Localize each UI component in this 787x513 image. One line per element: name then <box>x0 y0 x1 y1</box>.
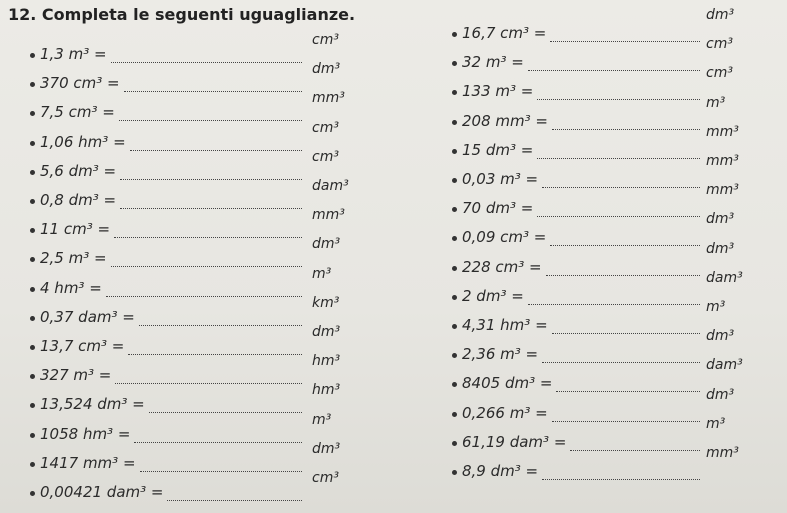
target-unit: cm³ <box>706 65 733 82</box>
item-bullet <box>452 324 457 329</box>
target-unit: dm³ <box>312 440 341 457</box>
conversion-expression: 1058 hm³ = <box>40 424 131 443</box>
target-unit: mm³ <box>312 90 345 107</box>
answer-blank[interactable] <box>120 179 302 180</box>
target-unit: mm³ <box>706 182 739 199</box>
item-bullet <box>452 120 457 125</box>
item-bullet <box>30 53 35 58</box>
answer-blank[interactable] <box>124 91 302 92</box>
target-unit: dm³ <box>312 324 341 340</box>
conversion-expression: 5,6 dm³ = <box>40 161 117 180</box>
conversion-expression: 13,7 cm³ = <box>40 337 125 355</box>
answer-blank[interactable] <box>550 245 700 246</box>
answer-blank[interactable] <box>546 275 700 276</box>
item-bullet <box>452 353 457 358</box>
conversion-expression: 0,266 m³ = <box>462 403 548 422</box>
target-unit: hm³ <box>312 353 341 370</box>
item-bullet <box>452 32 457 37</box>
conversion-expression: 0,00421 dam³ = <box>40 483 164 501</box>
item-bullet <box>452 266 457 271</box>
answer-blank[interactable] <box>119 120 302 121</box>
answer-blank[interactable] <box>542 187 700 188</box>
target-unit: m³ <box>706 299 726 315</box>
answer-blank[interactable] <box>570 450 700 451</box>
target-unit: dm³ <box>706 7 735 23</box>
answer-blank[interactable] <box>106 296 302 297</box>
answer-blank[interactable] <box>528 304 700 305</box>
answer-blank[interactable] <box>128 354 302 355</box>
target-unit: mm³ <box>706 445 739 461</box>
conversion-expression: 8405 dm³ = <box>462 374 553 393</box>
answer-blank[interactable] <box>537 158 700 159</box>
answer-blank[interactable] <box>111 266 302 267</box>
target-unit: km³ <box>312 294 340 311</box>
conversion-expression: 327 m³ = <box>40 366 112 385</box>
answer-blank[interactable] <box>537 99 700 100</box>
conversion-expression: 370 cm³ = <box>40 74 120 93</box>
target-unit: dm³ <box>706 240 735 257</box>
target-unit: dm³ <box>312 61 341 78</box>
target-unit: hm³ <box>312 382 341 399</box>
item-bullet <box>30 345 35 350</box>
conversion-expression: 0,37 dam³ = <box>40 307 135 326</box>
item-bullet <box>30 316 35 321</box>
conversion-expression: 0,8 dm³ = <box>40 191 117 209</box>
target-unit: mm³ <box>312 207 345 224</box>
item-bullet <box>30 170 35 175</box>
target-unit: m³ <box>706 94 726 111</box>
conversion-expression: 61,19 dam³ = <box>462 432 567 451</box>
item-bullet <box>452 236 457 241</box>
conversion-expression: 32 m³ = <box>462 53 524 72</box>
answer-blank[interactable] <box>139 325 302 326</box>
item-bullet <box>30 433 35 438</box>
exercise-title: 12. Completa le seguenti uguaglianze. <box>8 5 356 24</box>
conversion-expression: 7,5 cm³ = <box>40 103 115 122</box>
item-bullet <box>452 382 457 387</box>
item-bullet <box>30 287 35 292</box>
answer-blank[interactable] <box>149 412 302 413</box>
target-unit: m³ <box>312 411 332 428</box>
item-bullet <box>452 441 457 446</box>
target-unit: dm³ <box>312 236 341 253</box>
conversion-expression: 8,9 dm³ = <box>462 462 539 480</box>
target-unit: dam³ <box>312 178 349 194</box>
conversion-expression: 2,36 m³ = <box>462 345 539 364</box>
target-unit: cm³ <box>312 119 339 136</box>
conversion-expression: 4,31 hm³ = <box>462 316 548 334</box>
conversion-expression: 0,09 cm³ = <box>462 228 547 247</box>
answer-blank[interactable] <box>140 471 302 472</box>
answer-blank[interactable] <box>556 391 700 392</box>
target-unit: cm³ <box>706 36 733 53</box>
answer-blank[interactable] <box>552 421 700 422</box>
item-bullet <box>452 412 457 417</box>
conversion-expression: 15 dm³ = <box>462 140 534 159</box>
target-unit: mm³ <box>706 153 739 169</box>
target-unit: dm³ <box>706 386 735 403</box>
conversion-expression: 2,5 m³ = <box>40 249 107 268</box>
item-bullet <box>30 257 35 262</box>
conversion-expression: 70 dm³ = <box>462 199 534 218</box>
answer-blank[interactable] <box>537 216 700 217</box>
target-unit: dm³ <box>706 328 735 345</box>
answer-blank[interactable] <box>542 479 700 480</box>
conversion-expression: 1,3 m³ = <box>40 45 107 63</box>
target-unit: dm³ <box>706 211 735 228</box>
item-bullet <box>452 149 457 154</box>
item-bullet <box>30 199 35 204</box>
item-bullet <box>30 141 35 146</box>
target-unit: dam³ <box>706 357 743 374</box>
conversion-expression: 16,7 cm³ = <box>462 24 547 42</box>
item-bullet <box>452 178 457 183</box>
item-bullet <box>30 228 35 233</box>
item-bullet <box>30 403 35 408</box>
target-unit: dam³ <box>706 269 743 286</box>
answer-blank[interactable] <box>115 383 302 384</box>
target-unit: mm³ <box>706 123 739 140</box>
item-bullet <box>30 374 35 379</box>
target-unit: cm³ <box>312 470 339 486</box>
answer-blank[interactable] <box>528 70 700 71</box>
conversion-expression: 228 cm³ = <box>462 257 542 276</box>
conversion-expression: 0,03 m³ = <box>462 170 539 188</box>
answer-blank[interactable] <box>550 41 700 42</box>
answer-blank[interactable] <box>111 62 302 63</box>
answer-blank[interactable] <box>130 150 302 151</box>
conversion-expression: 4 hm³ = <box>40 278 102 297</box>
item-bullet <box>30 491 35 496</box>
item-bullet <box>30 82 35 87</box>
conversion-expression: 1417 mm³ = <box>40 453 136 472</box>
answer-blank[interactable] <box>542 362 700 363</box>
conversion-expression: 13,524 dm³ = <box>40 395 145 414</box>
answer-blank[interactable] <box>552 129 700 130</box>
conversion-expression: 208 mm³ = <box>462 111 548 130</box>
answer-blank[interactable] <box>134 442 302 443</box>
item-bullet <box>452 61 457 66</box>
item-bullet <box>452 207 457 212</box>
answer-blank[interactable] <box>114 237 302 238</box>
target-unit: cm³ <box>312 148 339 165</box>
target-unit: m³ <box>706 415 726 432</box>
item-bullet <box>452 90 457 95</box>
item-bullet <box>30 111 35 116</box>
answer-blank[interactable] <box>552 333 700 334</box>
item-bullet <box>452 295 457 300</box>
target-unit: cm³ <box>312 32 339 48</box>
conversion-expression: 11 cm³ = <box>40 220 111 239</box>
item-bullet <box>30 462 35 467</box>
conversion-expression: 2 dm³ = <box>462 286 524 305</box>
answer-blank[interactable] <box>120 208 302 209</box>
conversion-expression: 133 m³ = <box>462 82 534 101</box>
item-bullet <box>452 470 457 475</box>
target-unit: m³ <box>312 265 332 282</box>
conversion-expression: 1,06 hm³ = <box>40 132 126 151</box>
answer-blank[interactable] <box>167 500 302 501</box>
